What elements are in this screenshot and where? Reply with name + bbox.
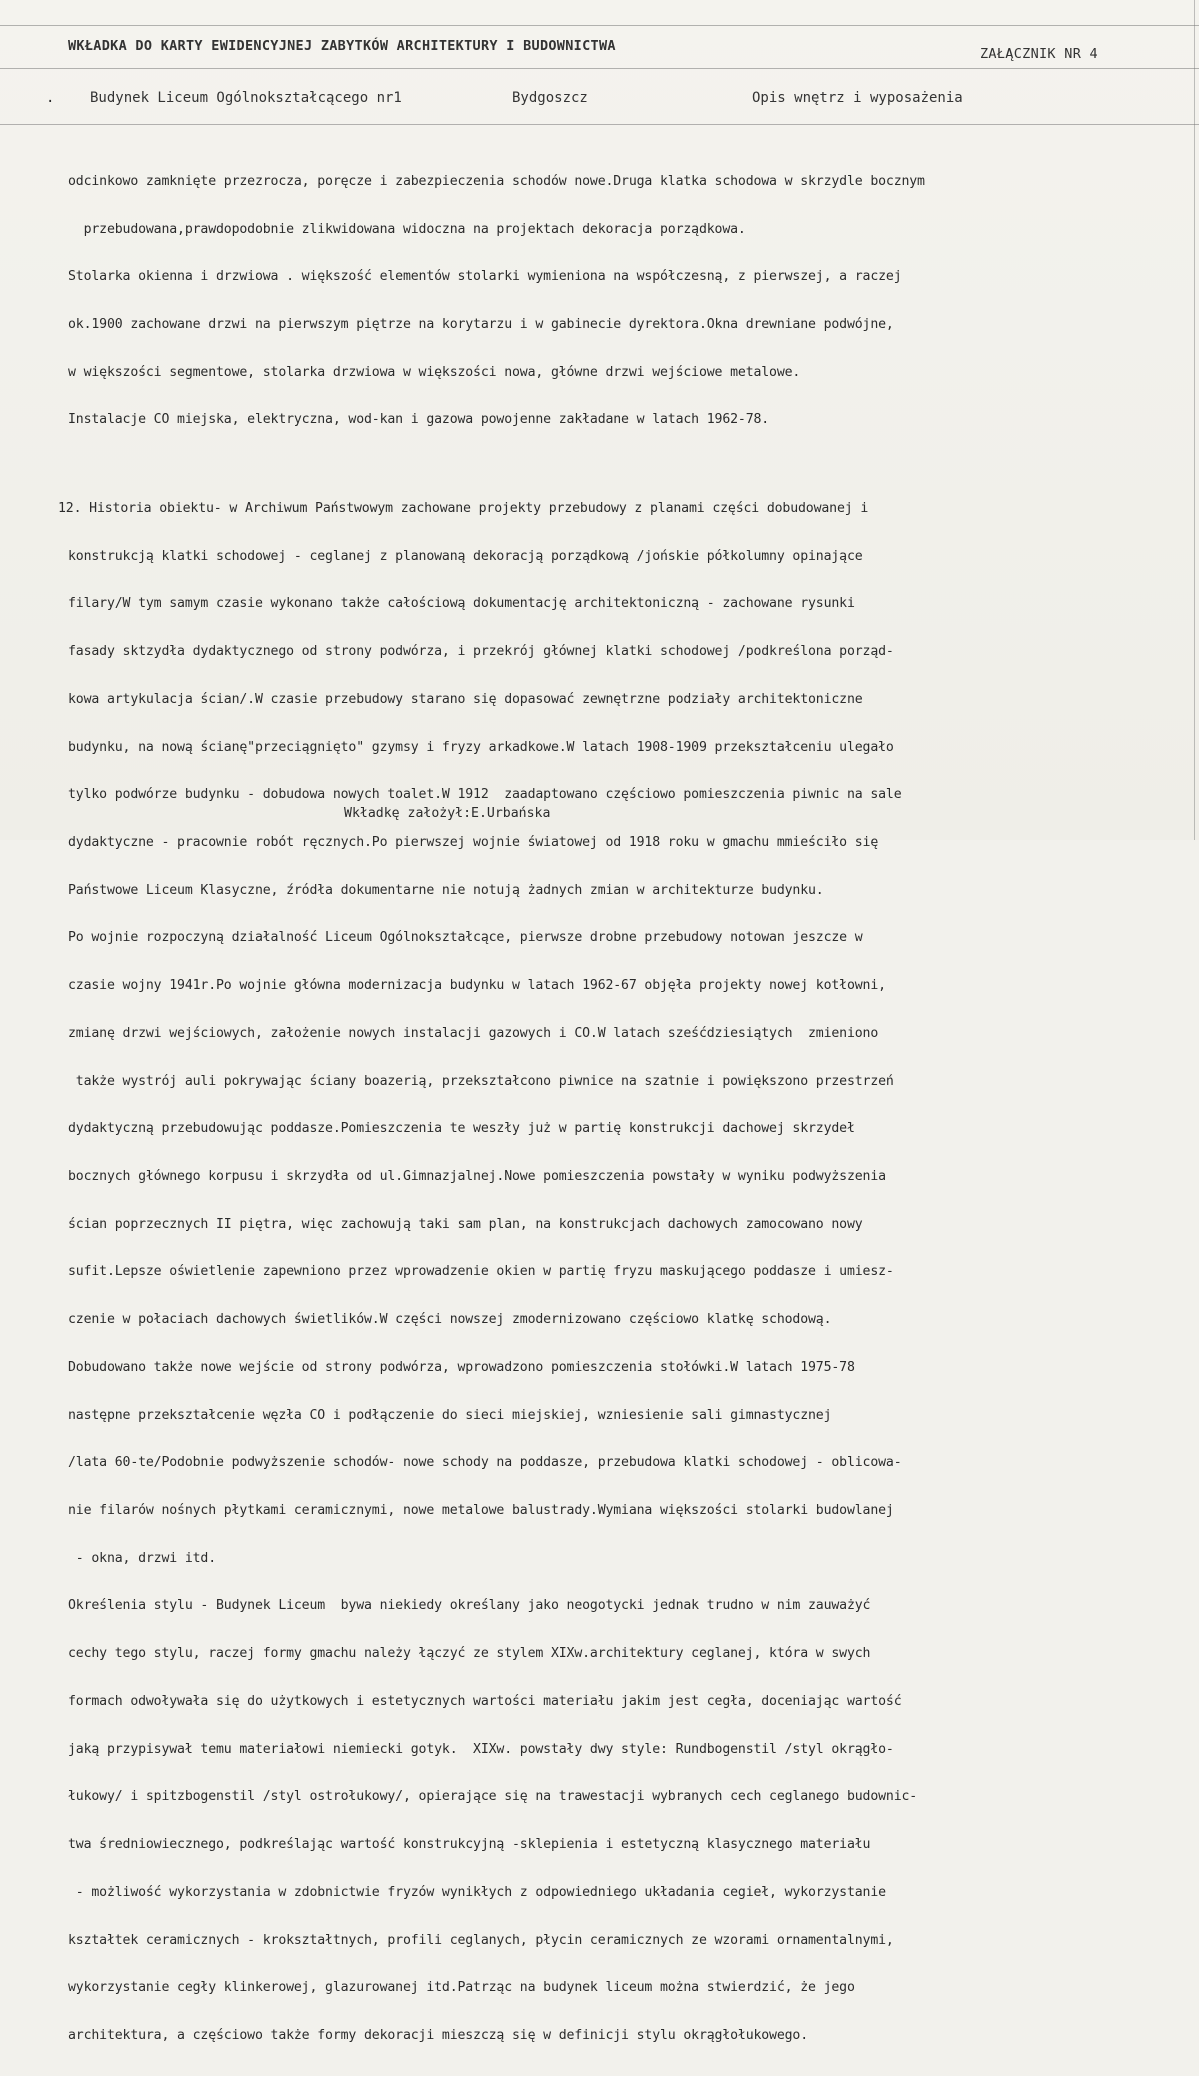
- subheader-rule: [0, 124, 1199, 125]
- body-line: cechy tego stylu, raczej formy gmachu należy łączyć ze stylem XIXw.architektury ceglanej, która w swych: [68, 1646, 871, 1662]
- object-name: Budynek Liceum Ogólnokształcącego nr1: [90, 90, 402, 106]
- body-line: sufit.Lepsze oświetlenie zapewniono przez wprowadzenie okien w partię fryzu maskującego poddasze i umiesz-: [68, 1264, 894, 1280]
- body-line: w większości segmentowe, stolarka drzwiowa w większości nowa, główne drzwi wejściowe metalowe.: [68, 364, 801, 380]
- body-line: filary/W tym samym czasie wykonano także całościową dokumentację architektoniczną - zachowane rysunki: [68, 596, 855, 612]
- body-line: /lata 60-te/Podobnie podwyższenie schodów- nowe schody na poddasze, przebudowa klatki schodowej - oblicowa-: [68, 1455, 902, 1471]
- body-line: odcinkowo zamknięte przezrocza, poręcze i zabezpieczenia schodów nowe.Druga klatka schodowa w skrzydle bocznym: [68, 173, 925, 189]
- body-line: czasie wojny 1941r.Po wojnie główna modernizacja budynku w latach 1962-67 objęła projekty nowej kotłowni,: [68, 978, 886, 994]
- body-line: budynku, na nową ścianę"przeciągnięto" gzymsy i fryzy arkadkowe.W latach 1908-1909 przekształceniu ulegało: [68, 739, 894, 755]
- header-rule: [0, 68, 1199, 69]
- body-line: dydaktyczną przebudowując poddasze.Pomieszczenia te weszły już w partię konstrukcji dachowej skrzydeł: [68, 1121, 855, 1137]
- body-line: tylko podwórze budynku - dobudowa nowych toalet.W 1912 zaadaptowano częściowo pomieszczenia piwnic na sale: [68, 787, 902, 803]
- body-line: twa średniowiecznego, podkreślając wartość konstrukcyjną -sklepienia i estetyczną klasycznego materiału: [68, 1837, 871, 1853]
- body-line: Stolarka okienna i drzwiowa . większość elementów stolarki wymieniona na współczesną, z pierwszej, a raczej: [68, 269, 902, 285]
- body-line: Państwowe Liceum Klasyczne, źródła dokumentarne nie notują żadnych zmian w architekturze budynku.: [68, 882, 824, 898]
- body-line: wykorzystanie cegły klinkerowej, glazurowanej itd.Patrząc na budynek liceum można stwierdzić, że jego: [68, 1980, 855, 1996]
- body-line: łukowy/ i spitzbogenstil /styl ostrołukowy/, opierające się na trawestacji wybranych cech ceglanego budownic-: [68, 1789, 918, 1805]
- body-line: następne przekształcenie węzła CO i podłączenie do sieci miejskiej, wzniesienie sali gimnastycznej: [68, 1407, 832, 1423]
- body-line: fasady sktzydła dydaktycznego od strony podwórza, i przekrój głównej klatki schodowej /podkreślona porząd-: [68, 644, 894, 660]
- annex-label: ZAŁĄCZNIK NR 4: [980, 46, 1098, 62]
- body-line: kształtek ceramicznych - krokształtnych, profili ceglanych, płycin ceramicznych ze wzorami ornamentalnymi,: [68, 1932, 894, 1948]
- body-line: architektura, a częściowo także formy dekoracji mieszczą się w definicji stylu okrągłołukowego.: [68, 2027, 809, 2043]
- city-name: Bydgoszcz: [512, 90, 588, 106]
- body-line: [68, 460, 1193, 469]
- subheader-bullet: .: [46, 90, 55, 106]
- body-line: zmianę drzwi wejściowych, założenie nowych instalacji gazowych i CO.W latach sześćdziesiątych zmieniono: [68, 1025, 879, 1041]
- right-edge-line: [1194, 0, 1195, 840]
- body-line: formach odwoływała się do użytkowych i estetycznych wartości materiału jakim jest cegła, doceniając wartość: [68, 1693, 902, 1709]
- body-line: ścian poprzecznych II piętra, więc zachowują taki sam plan, na konstrukcjach dachowych zamocowano nowy: [68, 1216, 863, 1232]
- body-line: 12. Historia obiektu- w Archiwum Państwowym zachowane projekty przebudowy z planami części dobudowanej i: [58, 500, 869, 516]
- body-line: czenie w połaciach dachowych świetlików.W części nowszej zmodernizowano częściowo klatkę schodową.: [68, 1312, 832, 1328]
- document-title: WKŁADKA DO KARTY EWIDENCYJNEJ ZABYTKÓW ARCHITEKTURY I BUDOWNICTWA: [68, 38, 616, 54]
- body-line: - możliwość wykorzystania w zdobnictwie fryzów wynikłych z odpowiedniego układania cegieł, wykorzystanie: [68, 1884, 886, 1900]
- body-line: przebudowana,prawdopodobnie zlikwidowana widoczna na projektach dekoracja porządkowa.: [68, 221, 746, 237]
- body-text: [58, 142, 1193, 2076]
- body-line: jaką przypisywał temu materiałowi niemiecki gotyk. XIXw. powstały dwy style: Rundbogenstil /styl okrągło-: [68, 1741, 894, 1757]
- body-line: Określenia stylu - Budynek Liceum bywa niekiedy określany jako neogotycki jednak trudno w nim zauważyć: [68, 1598, 871, 1614]
- body-line: ok.1900 zachowane drzwi na pierwszym piętrze na korytarzu i w gabinecie dyrektora.Okna drewniane podwójne,: [68, 316, 894, 332]
- body-line: dydaktyczne - pracownie robót ręcznych.Po pierwszej wojnie światowej od 1918 roku w gmachu mmieściło się: [68, 834, 879, 850]
- body-line: Instalacje CO miejska, elektryczna, wod-kan i gazowa powojenne zakładane w latach 1962-78.: [68, 412, 770, 428]
- body-line: bocznych głównego korpusu i skrzydła od ul.Gimnazjalnej.Nowe pomieszczenia powstały w wyniku podwyższenia: [68, 1169, 886, 1184]
- body-line: konstrukcją klatki schodowej - ceglanej z planowaną dekoracją porządkową /jońskie półkolumny opinające: [68, 548, 863, 564]
- body-line: Po wojnie rozpoczyną działalność Liceum Ogólnokształcące, pierwsze drobne przebudowy notowan jeszcze w: [68, 930, 863, 946]
- signature-line: Wkładkę założył:E.Urbańska: [344, 806, 551, 821]
- body-line: nie filarów nośnych płytkami ceramicznymi, nowe metalowe balustrady.Wymiana większości stolarki budowlanej: [68, 1503, 894, 1519]
- body-line: Dobudowano także nowe wejście od strony podwórza, wprowadzono pomieszczenia stołówki.W latach 1975-78: [68, 1359, 855, 1375]
- top-rule: [0, 25, 1199, 26]
- section-title: Opis wnętrz i wyposażenia: [752, 90, 963, 106]
- body-line: kowa artykulacja ścian/.W czasie przebudowy starano się dopasować zewnętrzne podziały architektoniczne: [68, 691, 863, 707]
- body-line: także wystrój auli pokrywając ściany boazerią, przekształcono piwnice na szatnie i powiększono przestrzeń: [68, 1073, 894, 1089]
- body-line: - okna, drzwi itd.: [68, 1550, 217, 1566]
